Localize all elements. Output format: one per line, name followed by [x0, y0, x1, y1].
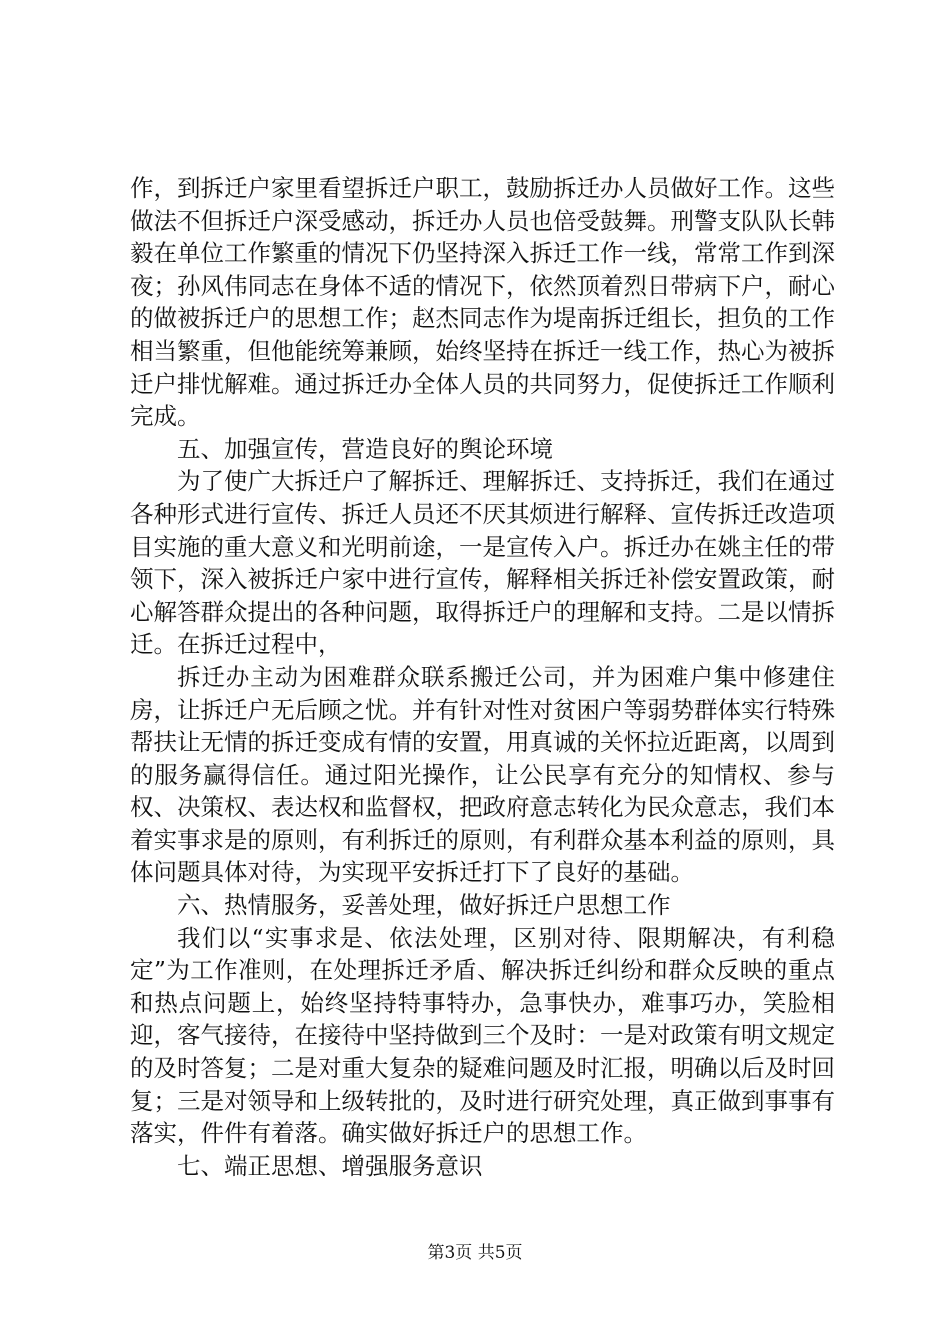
paragraph-publicity: 为了使广大拆迁户了解拆迁、理解拆迁、支持拆迁，我们在通过各种形式进行宣传、拆迁人员还不厌其烦进行解释、宣传拆迁改造项目实施的重大意义和光明前途，一是宣传入户。拆迁办在姚主任的带领下，深入被拆迁户家中进行宣传，解释相关拆迁补偿安置政策，耐心解答群众提出的各种问题，取得拆迁户的理解和支持。二是以情拆迁。在拆迁过程中， [130, 467, 835, 659]
section-heading-5: 五、加强宣传，营造良好的舆论环境 [177, 434, 553, 463]
paragraph-assistance: 拆迁办主动为困难群众联系搬迁公司，并为困难户集中修建住房，让拆迁户无后顾之忧。并有针对性对贫困户等弱势群体实行特殊帮扶让无情的拆迁变成有情的安置，用真诚的关怀拉近距离，以周到的服务赢得信任。通过阳光操作，让公民享有充分的知情权、参与权、决策权、表达权和监督权，把政府意志转化为民众意志，我们本着实事求是的原则，有利拆迁的原则，有利群众基本利益的原则，具体问题具体对待，为实现平安拆迁打下了良好的基础。 [130, 662, 835, 887]
page-number-footer: 第3页 共5页 [427, 1243, 523, 1263]
paragraph-continuation: 作，到拆迁户家里看望拆迁户职工，鼓励拆迁办人员做好工作。这些做法不但拆迁户深受感动，拆迁办人员也倍受鼓舞。刑警支队队长韩毅在单位工作繁重的情况下仍坚持深入拆迁工作一线，常常工作到深夜；孙风伟同志在身体不适的情况下，依然顶着烈日带病下户，耐心的做被拆迁户的思想工作；赵杰同志作为堤南拆迁组长，担负的工作相当繁重，但他能统筹兼顾，始终坚持在拆迁一线工作，热心为被拆迁户排忧解难。通过拆迁办全体人员的共同努力，促使拆迁工作顺利完成。 [130, 174, 835, 431]
section-heading-7: 七、端正思想、增强服务意识 [177, 1151, 483, 1180]
paragraph-service: 我们以“实事求是、依法处理，区别对待、限期解决，有利稳定”为工作准则，在处理拆迁矛盾、解决拆迁纠纷和群众反映的重点和热点问题上，始终坚持特事特办，急事快办，难事巧办，笑脸相迎，客气接待，在接待中坚持做到三个及时：一是对政策有明文规定的及时答复；二是对重大复杂的疑难问题及时汇报，明确以后及时回复；三是对领导和上级转批的，及时进行研究处理，真正做到事事有落实，件件有着落。确实做好拆迁户的思想工作。 [130, 923, 835, 1148]
section-heading-6: 六、热情服务，妥善处理，做好拆迁户思想工作 [177, 891, 671, 920]
document-body [130, 172, 835, 1182]
